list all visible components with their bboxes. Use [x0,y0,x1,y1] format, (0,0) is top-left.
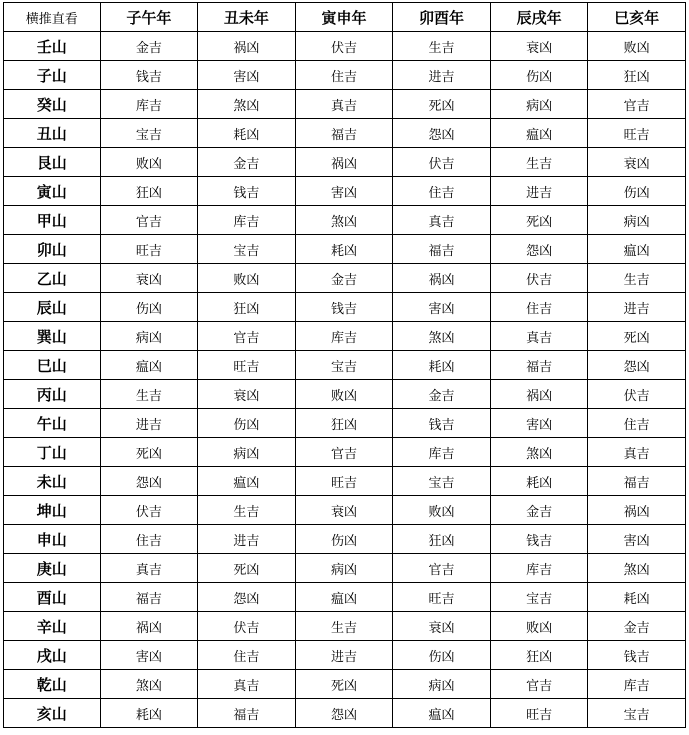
table-cell: 病凶 [393,670,491,699]
table-cell: 祸凶 [393,264,491,293]
table-cell: 住吉 [393,177,491,206]
table-cell: 旺吉 [198,351,296,380]
table-row [4,583,686,612]
row-label: 丙山 [4,380,101,409]
row-label: 子山 [4,61,101,90]
fortune-table [3,2,686,728]
table-row [4,496,686,525]
row-label: 坤山 [4,496,101,525]
row-label: 乙山 [4,264,101,293]
table-cell: 耗凶 [490,467,588,496]
table-cell: 宝吉 [393,467,491,496]
table-cell: 败凶 [588,32,686,61]
table-cell: 害凶 [393,293,491,322]
table-cell: 耗凶 [198,119,296,148]
table-cell: 狂凶 [393,525,491,554]
table-row [4,264,686,293]
header-row [4,3,686,32]
table-row [4,148,686,177]
table-cell: 祸凶 [490,380,588,409]
row-label: 寅山 [4,177,101,206]
table-cell: 瘟凶 [295,583,393,612]
table-cell: 伤凶 [393,641,491,670]
table-cell: 金吉 [198,148,296,177]
table-cell: 煞凶 [393,322,491,351]
row-label: 巽山 [4,322,101,351]
table-cell: 死凶 [198,554,296,583]
table-cell: 金吉 [490,496,588,525]
table-cell: 生吉 [295,612,393,641]
table-cell: 旺吉 [393,583,491,612]
table-cell: 库吉 [588,670,686,699]
table-cell: 福吉 [588,467,686,496]
table-row [4,409,686,438]
table-cell: 福吉 [490,351,588,380]
table-cell: 钱吉 [588,641,686,670]
table-cell: 进吉 [490,177,588,206]
table-cell: 瘟凶 [198,467,296,496]
table-row [4,612,686,641]
row-label: 辛山 [4,612,101,641]
table-body [4,32,686,728]
table-cell: 旺吉 [490,699,588,728]
table-cell: 害凶 [100,641,198,670]
table-cell: 祸凶 [198,32,296,61]
table-cell: 进吉 [588,293,686,322]
row-label: 丑山 [4,119,101,148]
column-header: 子午年 [100,3,198,32]
table-cell: 狂凶 [588,61,686,90]
table-cell: 真吉 [100,554,198,583]
table-cell: 瘟凶 [100,351,198,380]
table-row [4,380,686,409]
row-label: 午山 [4,409,101,438]
table-cell: 病凶 [588,206,686,235]
row-label: 庚山 [4,554,101,583]
column-header: 辰戌年 [490,3,588,32]
table-cell: 耗凶 [100,699,198,728]
table-cell: 害凶 [198,61,296,90]
table-cell: 金吉 [295,264,393,293]
table-cell: 宝吉 [100,119,198,148]
table-cell: 害凶 [490,409,588,438]
table-row [4,554,686,583]
table-cell: 瘟凶 [490,119,588,148]
table-cell: 生吉 [490,148,588,177]
table-cell: 官吉 [100,206,198,235]
table-cell: 宝吉 [490,583,588,612]
table-cell: 旺吉 [100,235,198,264]
table-cell: 住吉 [295,61,393,90]
table-cell: 宝吉 [588,699,686,728]
table-cell: 福吉 [295,119,393,148]
table-cell: 库吉 [295,322,393,351]
table-cell: 耗凶 [588,583,686,612]
table-cell: 钱吉 [490,525,588,554]
row-label: 癸山 [4,90,101,119]
table-row [4,351,686,380]
table-cell: 官吉 [588,90,686,119]
table-cell: 败凶 [100,148,198,177]
column-header: 丑未年 [198,3,296,32]
table-cell: 祸凶 [100,612,198,641]
row-label: 艮山 [4,148,101,177]
table-cell: 耗凶 [393,351,491,380]
table-cell: 库吉 [198,206,296,235]
table-cell: 怨凶 [490,235,588,264]
row-label: 卯山 [4,235,101,264]
row-label: 巳山 [4,351,101,380]
table-cell: 库吉 [393,438,491,467]
table-cell: 生吉 [588,264,686,293]
table-cell: 衰凶 [198,380,296,409]
table-cell: 官吉 [295,438,393,467]
table-cell: 住吉 [198,641,296,670]
table-cell: 进吉 [393,61,491,90]
table-cell: 伤凶 [100,293,198,322]
table-cell: 库吉 [100,90,198,119]
column-header: 巳亥年 [588,3,686,32]
table-cell: 伏吉 [393,148,491,177]
column-header: 卯酉年 [393,3,491,32]
table-cell: 煞凶 [198,90,296,119]
table-cell: 进吉 [295,641,393,670]
table-cell: 伏吉 [198,612,296,641]
table-cell: 伏吉 [588,380,686,409]
table-cell: 生吉 [198,496,296,525]
table-cell: 金吉 [100,32,198,61]
table-cell: 衰凶 [100,264,198,293]
table-cell: 狂凶 [198,293,296,322]
table-cell: 祸凶 [588,496,686,525]
table-row [4,177,686,206]
table-cell: 衰凶 [295,496,393,525]
row-label: 辰山 [4,293,101,322]
table-cell: 钱吉 [295,293,393,322]
table-cell: 败凶 [295,380,393,409]
table-row [4,119,686,148]
table-cell: 害凶 [588,525,686,554]
table-cell: 库吉 [490,554,588,583]
table-cell: 害凶 [295,177,393,206]
table-cell: 死凶 [588,322,686,351]
table-cell: 官吉 [198,322,296,351]
table-cell: 煞凶 [295,206,393,235]
table-cell: 伏吉 [295,32,393,61]
row-label: 壬山 [4,32,101,61]
table-cell: 钱吉 [198,177,296,206]
table-cell: 瘟凶 [588,235,686,264]
row-label: 丁山 [4,438,101,467]
table-row [4,206,686,235]
table-cell: 怨凶 [100,467,198,496]
table-cell: 生吉 [393,32,491,61]
table-cell: 煞凶 [100,670,198,699]
table-cell: 真吉 [295,90,393,119]
table-cell: 住吉 [490,293,588,322]
table-cell: 怨凶 [198,583,296,612]
table-cell: 怨凶 [588,351,686,380]
table-cell: 病凶 [100,322,198,351]
table-row [4,525,686,554]
table-cell: 钱吉 [393,409,491,438]
table-row [4,670,686,699]
table-cell: 宝吉 [198,235,296,264]
table-cell: 病凶 [198,438,296,467]
table-row [4,699,686,728]
row-label: 亥山 [4,699,101,728]
table-cell: 病凶 [490,90,588,119]
table-cell: 怨凶 [295,699,393,728]
table-row [4,32,686,61]
table-cell: 祸凶 [295,148,393,177]
table-cell: 宝吉 [295,351,393,380]
table-cell: 煞凶 [588,554,686,583]
table-cell: 狂凶 [295,409,393,438]
table-row [4,438,686,467]
row-label: 未山 [4,467,101,496]
table-cell: 衰凶 [393,612,491,641]
table-cell: 瘟凶 [393,699,491,728]
table-cell: 旺吉 [295,467,393,496]
table-row [4,293,686,322]
table-cell: 福吉 [100,583,198,612]
column-header: 寅申年 [295,3,393,32]
row-label: 乾山 [4,670,101,699]
table-row [4,641,686,670]
table-cell: 伤凶 [588,177,686,206]
table-cell: 官吉 [393,554,491,583]
table-cell: 真吉 [490,322,588,351]
table-cell: 伤凶 [295,525,393,554]
table-cell: 死凶 [295,670,393,699]
table-cell: 病凶 [295,554,393,583]
table-cell: 伤凶 [198,409,296,438]
table-cell: 金吉 [588,612,686,641]
table-cell: 福吉 [393,235,491,264]
table-cell: 狂凶 [100,177,198,206]
table-cell: 福吉 [198,699,296,728]
row-label: 戌山 [4,641,101,670]
corner-header: 横推直看 [4,3,101,32]
table-row [4,235,686,264]
table-cell: 真吉 [588,438,686,467]
table-cell: 死凶 [490,206,588,235]
row-label: 申山 [4,525,101,554]
row-label: 酉山 [4,583,101,612]
table-cell: 伏吉 [100,496,198,525]
table-cell: 伏吉 [490,264,588,293]
table-cell: 耗凶 [295,235,393,264]
table-cell: 进吉 [100,409,198,438]
table-cell: 真吉 [198,670,296,699]
table-cell: 死凶 [393,90,491,119]
table-cell: 官吉 [490,670,588,699]
table-cell: 死凶 [100,438,198,467]
table-row [4,61,686,90]
table-cell: 煞凶 [490,438,588,467]
table-cell: 衰凶 [588,148,686,177]
table-cell: 狂凶 [490,641,588,670]
table-cell: 败凶 [198,264,296,293]
row-label: 甲山 [4,206,101,235]
table-row [4,90,686,119]
table-cell: 旺吉 [588,119,686,148]
table-cell: 住吉 [100,525,198,554]
table-cell: 伤凶 [490,61,588,90]
table-cell: 住吉 [588,409,686,438]
table-cell: 衰凶 [490,32,588,61]
table-cell: 败凶 [393,496,491,525]
table-cell: 钱吉 [100,61,198,90]
table-cell: 金吉 [393,380,491,409]
table-cell: 真吉 [393,206,491,235]
table-cell: 怨凶 [393,119,491,148]
table-cell: 生吉 [100,380,198,409]
table-row [4,467,686,496]
table-row [4,322,686,351]
table-cell: 败凶 [490,612,588,641]
table-cell: 进吉 [198,525,296,554]
